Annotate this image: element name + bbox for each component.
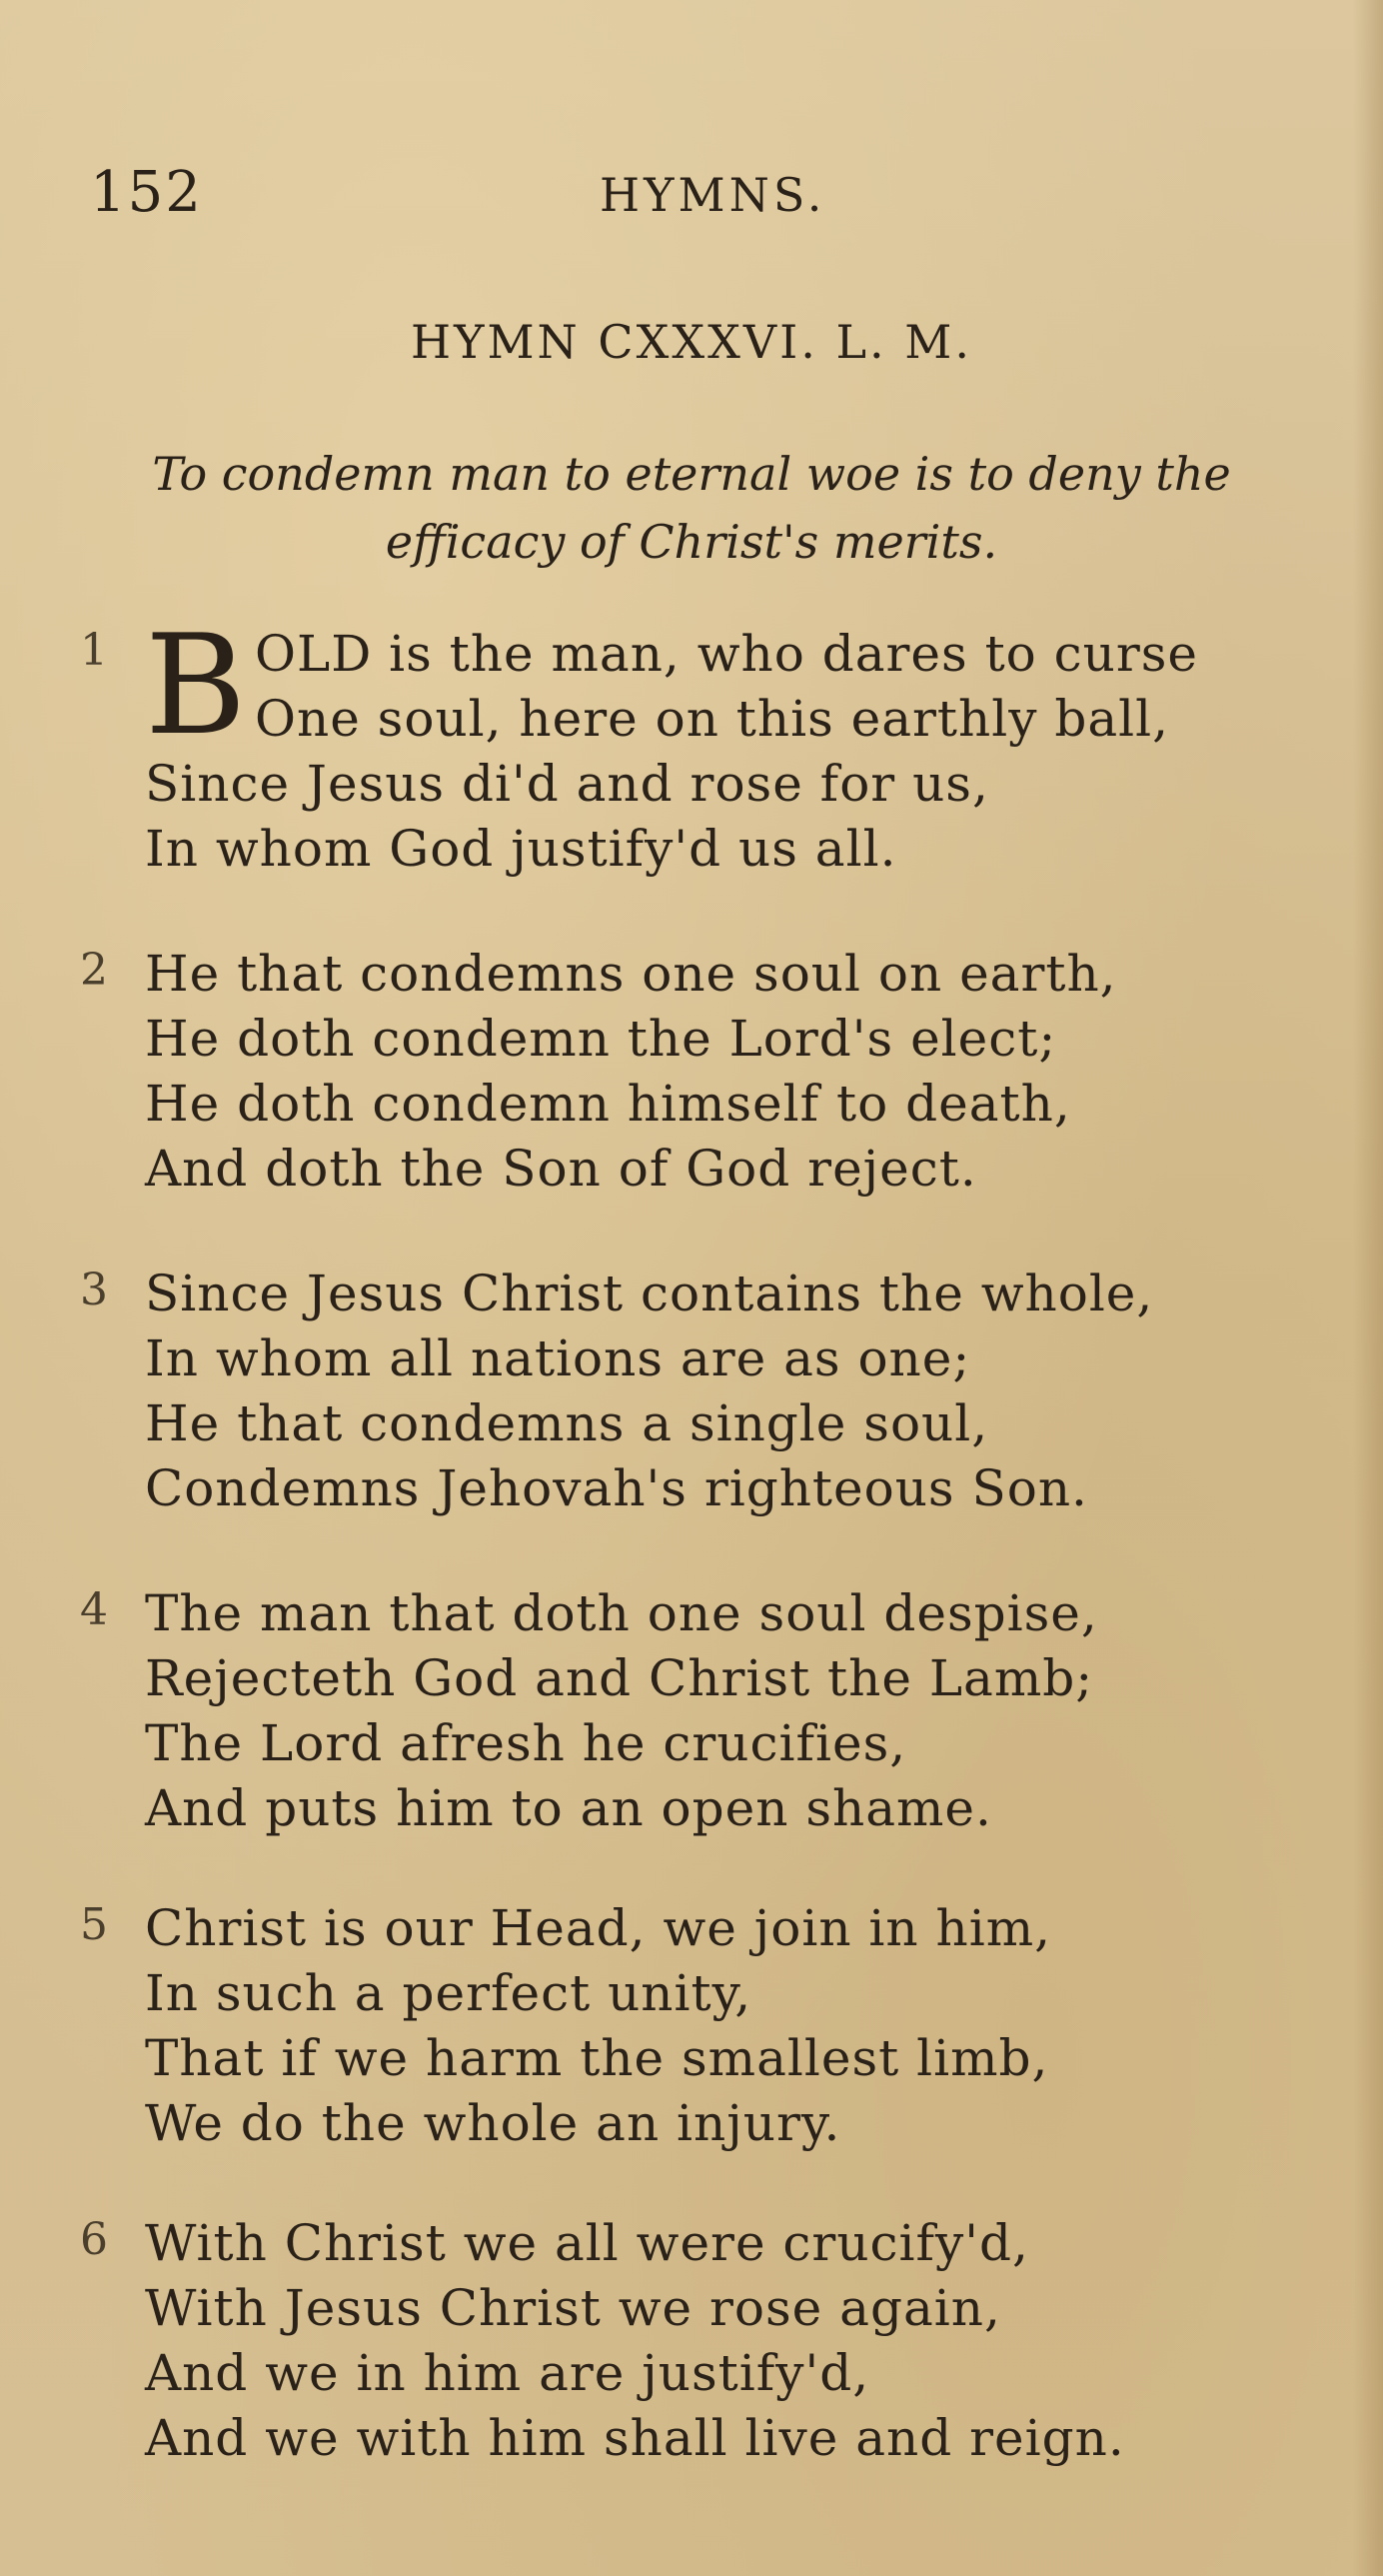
stanza-number: 5 [80,1899,108,1950]
verse-line: And we with him shall live and reign. [145,2409,1125,2467]
stanza-number: 4 [80,1584,108,1635]
verse-line: With Christ we all were crucify'd, [145,2214,1029,2272]
verse-line: The man that doth one soul despise, [145,1584,1098,1642]
verse-line: Rejecteth God and Christ the Lamb; [145,1649,1094,1707]
verse-line: Condemns Jehovah's righteous Son. [145,1459,1088,1517]
stanza-number: 3 [80,1265,108,1315]
verse-line: He that condemns a single soul, [145,1394,989,1452]
verse-line: Since Jesus Christ contains the whole, [145,1265,1154,1322]
verse-line: We do the whole an injury. [145,2094,841,2152]
verse-line: That if we harm the smallest limb, [145,2029,1049,2087]
page-header [90,160,1289,230]
page-edge-shadow [1353,0,1383,2576]
stanza-number: 6 [80,2214,108,2265]
verse-line: He that condemns one soul on earth, [145,945,1117,1003]
verse-line: In such a perfect unity, [145,1964,752,2022]
verse-line: One soul, here on this earthly ball, [255,690,1170,748]
verse-line: In whom all nations are as one; [145,1329,971,1387]
verse-line: And puts him to an open shame. [145,1779,992,1837]
hymn-title: HYMN CXXXVI. L. M. [410,315,973,369]
verse-line: With Jesus Christ we rose again, [145,2279,1001,2337]
verse-line: He doth condemn himself to death, [145,1075,1071,1133]
verse-line: In whom God justify'd us all. [145,820,897,878]
drop-cap: B [145,605,247,766]
verse-line: The Lord afresh he crucifies, [145,1714,907,1772]
hymn-subtitle [0,440,1383,576]
verse-line: Since Jesus di'd and rose for us, [145,755,989,813]
stanza-number: 1 [80,625,108,676]
verse-line: Christ is our Head, we join in him, [145,1899,1051,1957]
subtitle-line: To condemn man to eternal woe is to deny the [152,447,1231,501]
subtitle-line: efficacy of Christ's merits. [385,515,998,569]
verse-line: He doth condemn the Lord's elect; [145,1010,1057,1068]
page-number: 152 [90,160,203,225]
verse-line: And we in him are justify'd, [145,2344,870,2402]
verse-line: And doth the Son of God reject. [145,1140,977,1198]
stanza-number: 2 [80,945,108,996]
running-head: HYMNS. [600,168,826,222]
verse-line: OLD is the man, who dares to curse [255,625,1199,683]
